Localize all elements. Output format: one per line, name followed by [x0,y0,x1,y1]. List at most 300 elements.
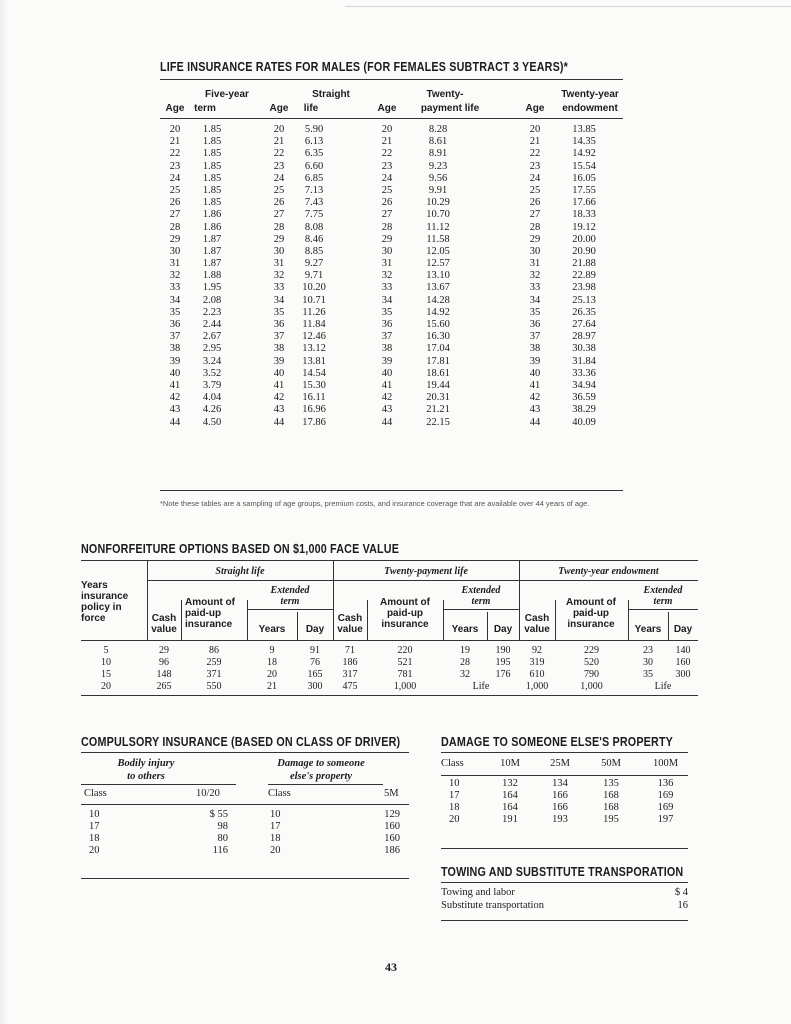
straight-life-rate-cell: 9.71 [304,270,324,282]
life-table-title: LIFE INSURANCE RATES FOR MALES (FOR FEMALES SUBTRACT 3 YEARS)* [160,60,569,74]
life-col-age-2 [266,124,292,429]
twenty-payment-rate-cell: 17.04 [426,343,450,355]
nf-group-endowment: Twenty-year endowment [558,566,659,577]
age-cell: 23 [381,160,393,172]
nf-s-ext-h2: term [280,596,300,607]
life-col-five-year [192,124,232,429]
nf-cell-years: 10 [101,657,111,668]
endowment-rate-cell: 16.05 [572,172,596,184]
age-cell: 22 [381,148,393,160]
prop-header-cell: 100M [652,758,679,769]
age-cell: 40 [529,367,541,379]
age-cell: 38 [169,343,181,355]
straight-life-rate-cell: 7.75 [304,209,324,221]
nf-cell-t-life: Life [472,681,490,692]
comp-class2-cell: 10 [270,809,281,820]
nf-cell-s_yrs: 9 [269,645,275,656]
nf-e-cash-h1: Cash [524,613,550,624]
life-header-five-bottom: term [194,103,216,114]
twenty-payment-rate-cell: 11.12 [426,221,450,233]
straight-life-rate-cell: 8.08 [304,221,324,233]
twenty-payment-rate-cell: 21.21 [426,404,450,416]
prop-cell: 169 [657,790,674,801]
straight-life-rate-cell: 9.27 [304,258,324,270]
nf-head-rule [81,640,698,641]
age-cell: 38 [273,343,285,355]
comp-class-col [89,809,100,857]
comp-bodily-col [198,809,228,857]
age-cell: 37 [273,331,285,343]
age-cell: 24 [169,172,181,184]
endowment-rate-cell: 34.94 [572,379,596,391]
straight-life-rate-cell: 6.35 [304,148,324,160]
age-cell: 24 [381,172,393,184]
nf-t-cash-h1: Cash [337,613,363,624]
comp-damage-cell: 160 [384,821,400,832]
age-cell: 20 [273,124,285,135]
nf-t-cash-header [333,613,367,635]
five-year-rate-cell: 1.87 [202,245,222,257]
five-year-rate-cell: 2.08 [202,294,222,306]
age-cell: 22 [273,148,285,160]
five-year-rate-cell: 4.26 [202,404,222,416]
twenty-payment-rate-cell: 14.92 [426,306,450,318]
five-year-rate-cell: 1.86 [202,221,222,233]
nf-cell-s_day: 300 [307,681,323,692]
straight-life-rate-cell: 6.13 [304,136,324,148]
age-cell: 28 [381,221,393,233]
property-title: DAMAGE TO SOMEONE ELSE'S PROPERTY [441,735,674,749]
five-year-rate-cell: 1.95 [202,282,222,294]
five-year-rate-cell: 1.85 [202,148,222,160]
endowment-rate-cell: 28.97 [572,331,596,343]
nf-sep-s3 [297,612,298,640]
prop-cell: 197 [657,814,674,825]
comp-class2-cell: 18 [270,833,281,844]
nf-t-amt-h1: Amount of [380,597,430,608]
five-year-rate-cell: 1.85 [202,136,222,148]
straight-life-rate-cell: 10.20 [302,282,326,294]
life-header-five-top: Five-year [205,89,249,100]
endowment-rate-cell: 36.59 [572,392,596,404]
nf-cell-t_yrs: 28 [460,657,470,668]
nf-e-amt-h1: Amount of [566,597,616,608]
comp-bodily-cell: $ 55 [209,809,228,820]
age-cell: 29 [273,233,285,245]
age-cell: 31 [169,258,181,270]
nonforfeiture-title: NONFORFEITURE OPTIONS BASED ON $1,000 FACE VALUE [81,542,400,556]
comp-class-cell: 18 [89,833,100,844]
age-cell: 27 [529,209,541,221]
age-cell: 32 [169,270,181,282]
straight-life-rate-cell: 15.30 [302,379,326,391]
nf-cell-t_amt: 521 [397,657,413,668]
nf-s-cash-header [147,613,181,635]
age-cell: 43 [169,404,181,416]
life-table-bottom-rule [160,490,623,491]
comp-bodily-h2: to others [127,771,165,782]
nf-cell-e_amt: 229 [584,645,599,656]
endowment-rate-cell: 38.29 [572,404,596,416]
life-table-top-rule [160,79,623,80]
endowment-rate-cell: 26.35 [572,306,596,318]
comp-col-class2: Class [268,788,291,799]
comp-head-rule [81,804,409,805]
age-cell: 25 [169,184,181,196]
life-col-endowment [564,124,604,429]
age-cell: 36 [529,319,541,330]
nf-sep-t3 [487,612,488,640]
age-cell: 24 [529,172,541,184]
straight-life-rate-cell: 11.26 [302,306,326,318]
nf-cell-s_day: 91 [310,645,320,656]
nf-e-years-label: Years [634,624,662,635]
prop-header-cell: Class [441,758,464,769]
age-cell: 23 [169,160,181,172]
endowment-rate-cell: 33.36 [572,367,596,379]
straight-life-rate-cell: 6.85 [304,172,324,184]
nf-years-h4: force [81,613,106,624]
twenty-payment-rate-cell: 12.57 [426,258,450,270]
nf-cell-e_day: 140 [675,645,691,656]
endowment-rate-cell: 22.89 [572,270,596,282]
five-year-rate-cell: 1.85 [202,172,222,184]
age-cell: 37 [169,331,181,343]
prop-cell: 136 [657,778,674,789]
nf-s-amt-h1: Amount of [185,597,235,608]
life-col-age-4 [522,124,548,429]
age-cell: 26 [169,197,181,209]
age-cell: 39 [169,355,181,367]
five-year-rate-cell: 3.79 [202,379,222,391]
age-cell: 30 [169,245,181,257]
twenty-payment-rate-cell: 13.67 [426,282,450,294]
nf-t-cash-h2: value [337,624,363,635]
nf-cell-years: 20 [101,681,111,692]
twenty-payment-rate-cell: 10.29 [426,197,450,209]
age-cell: 36 [273,319,285,330]
straight-life-rate-cell: 7.43 [304,197,324,209]
age-cell: 25 [381,184,393,196]
age-cell: 32 [529,270,541,282]
nf-e-amt-h3: insurance [567,619,615,630]
age-cell: 31 [529,258,541,270]
age-cell: 37 [381,331,393,343]
age-cell: 34 [381,294,393,306]
nf-cell-t_cash: 475 [342,681,358,692]
twenty-payment-rate-cell: 15.60 [426,319,450,330]
age-cell: 39 [381,355,393,367]
straight-life-rate-cell: 12.46 [302,331,326,343]
nf-cell-t_day: 195 [495,657,511,668]
nf-bottom-rule [81,695,698,696]
towing-label: Substitute transportation [441,900,544,911]
nf-t-ext-h2: term [471,596,491,607]
comp-class-cell: 17 [89,821,100,832]
age-cell: 27 [273,209,285,221]
straight-life-rate-cell: 13.81 [302,355,326,367]
prop-cell: 166 [552,790,568,801]
nf-s-extended-header [247,585,333,607]
age-cell: 21 [273,136,285,148]
nf-cell-e_amt: 520 [584,657,599,668]
towing-value: $ 4 [674,887,688,898]
life-header-age2: Age [269,103,289,114]
age-cell: 34 [273,294,285,306]
nf-cell-t_yrs: 19 [460,645,470,656]
prop-header-cell: 25M [550,758,570,769]
nf-years-h3: policy in [81,602,122,613]
endowment-rate-cell: 25.13 [572,294,596,306]
nf-t-years-label: Years [451,624,479,635]
comp-bodily-cell: 116 [212,845,228,856]
age-cell: 21 [169,136,181,148]
compulsory-title: COMPULSORY INSURANCE (BASED ON CLASS OF DRIVER) [81,735,401,749]
straight-life-rate-cell: 8.85 [304,245,324,257]
nf-cell-s_amt: 259 [206,657,222,668]
age-cell: 36 [169,319,181,330]
life-header-twentypay-bottom: payment life [420,103,480,114]
comp-damage-cell: 160 [384,833,400,844]
endowment-rate-cell: 15.54 [572,160,596,172]
comp-col-1020: 10/20 [196,788,220,799]
prop-bottom-rule [441,848,688,849]
age-cell: 40 [169,367,181,379]
age-cell: 29 [169,233,181,245]
nf-s-ext-rule [247,609,333,610]
nf-cell-e_day: 160 [675,657,691,668]
age-cell: 43 [381,404,393,416]
endowment-rate-cell: 14.92 [572,148,596,160]
comp-col-5m: 5M [384,788,399,799]
nf-s-day-label: Day [305,624,325,635]
straight-life-rate-cell: 17.86 [302,416,326,428]
nf-cell-e_yrs: 35 [643,669,653,680]
nf-cell-e_yrs: 30 [643,657,653,668]
nf-years-h1: Years [81,580,108,591]
life-col-twenty-payment [418,124,458,429]
age-cell: 39 [273,355,285,367]
towing-label: Towing and labor [441,887,515,898]
age-cell: 35 [273,306,285,318]
age-cell: 32 [381,270,393,282]
life-header-age3: Age [377,103,397,114]
prop-header-cell: 50M [601,758,621,769]
comp-bodily-h1: Bodily injury [117,758,175,769]
nf-cell-s_day: 165 [307,669,323,680]
twenty-payment-rate-cell: 9.23 [428,160,448,172]
nf-cell-s_cash: 29 [159,645,169,656]
scan-shadow [0,0,8,1024]
nf-cell-t_yrs: 32 [460,669,470,680]
five-year-rate-cell: 4.04 [202,392,222,404]
age-cell: 44 [529,416,541,428]
prop-cell: 168 [603,802,619,813]
age-cell: 34 [529,294,541,306]
five-year-rate-cell: 2.44 [202,319,222,330]
age-cell: 39 [529,355,541,367]
twenty-payment-rate-cell: 8.91 [428,148,448,160]
nf-cell-years: 15 [101,669,111,680]
nf-cell-s_amt: 550 [206,681,222,692]
twenty-payment-rate-cell: 8.28 [428,124,448,135]
endowment-rate-cell: 20.00 [572,233,596,245]
nf-cell-e_cash: 1,000 [525,681,549,692]
endowment-rate-cell: 17.66 [572,197,596,209]
age-cell: 35 [169,306,181,318]
age-cell: 26 [381,197,393,209]
endowment-rate-cell: 31.84 [572,355,596,367]
age-cell: 33 [169,282,181,294]
five-year-rate-cell: 1.87 [202,233,222,245]
prop-cell: 164 [502,790,518,801]
nf-e-cash-header [519,613,555,635]
five-year-rate-cell: 1.85 [202,184,222,196]
nf-sep-e1 [555,600,556,640]
nf-e-amt-h2: paid-up [572,608,610,619]
prop-cell: 193 [552,814,568,825]
nf-group-rule [147,580,698,581]
towing-top-rule [441,882,688,883]
nf-t-amt-h2: paid-up [386,608,424,619]
age-cell: 42 [381,392,393,404]
nf-sep-s1 [181,600,182,640]
towing-value: 16 [677,900,688,911]
nf-cell-e_cash: 319 [529,657,545,668]
straight-life-rate-cell: 10.71 [302,294,326,306]
nf-top-rule [81,560,698,561]
age-cell: 38 [529,343,541,355]
life-header-straight-bottom: life [303,103,319,114]
prop-cell: 191 [502,814,518,825]
endowment-rate-cell: 17.55 [572,184,596,196]
endowment-rate-cell: 19.12 [572,221,596,233]
nf-sep-t1 [367,600,368,640]
life-header-straight-top: Straight [312,89,350,100]
nf-e-ext-rule [628,609,698,610]
five-year-rate-cell: 2.67 [202,331,222,343]
nf-s-cash-h1: Cash [151,613,177,624]
life-col-age-1 [162,124,188,429]
prop-top-rule [441,752,688,753]
age-cell: 26 [273,197,285,209]
twenty-payment-rate-cell: 13.10 [426,270,450,282]
five-year-rate-cell: 3.52 [202,367,222,379]
age-cell: 43 [273,404,285,416]
comp-top-rule [81,752,409,753]
comp-damage-cell: 186 [384,845,400,856]
comp-damage-h1: Damage to someone [277,758,365,769]
prop-header-cell: 10M [500,758,520,769]
nf-t-extended-header [443,585,519,607]
age-cell: 42 [273,392,285,404]
comp-damage-cell: 129 [384,809,400,820]
age-cell: 25 [529,184,541,196]
endowment-rate-cell: 13.85 [572,124,596,135]
age-cell: 42 [529,392,541,404]
age-cell: 35 [381,306,393,318]
nf-sep-e2 [628,600,629,640]
endowment-rate-cell: 27.64 [572,319,596,330]
nf-cell-s_cash: 96 [159,657,169,668]
straight-life-rate-cell: 16.11 [302,392,326,404]
page-number: 43 [385,960,397,974]
endowment-rate-cell: 18.33 [572,209,596,221]
twenty-payment-rate-cell: 10.70 [426,209,450,221]
five-year-rate-cell: 2.23 [202,306,222,318]
nf-cell-t_cash: 71 [345,645,355,656]
age-cell: 30 [529,245,541,257]
age-cell: 28 [273,221,285,233]
age-cell: 25 [273,184,285,196]
nf-t-amt-h3: insurance [381,619,429,630]
nf-cell-s_amt: 86 [209,645,219,656]
age-cell: 21 [381,136,393,148]
nf-cell-t_day: 190 [495,645,511,656]
twenty-payment-rate-cell: 16.30 [426,331,450,343]
twenty-payment-rate-cell: 8.61 [428,136,448,148]
age-cell: 32 [273,270,285,282]
age-cell: 37 [529,331,541,343]
comp-damage-h2: else's property [289,771,353,782]
nf-cell-t_cash: 317 [342,669,358,680]
twenty-payment-rate-cell: 9.56 [428,172,448,184]
life-table-head-rule [160,118,623,119]
nf-cell-t_cash: 186 [342,657,358,668]
prop-cell: 134 [552,778,568,789]
age-cell: 31 [273,258,285,270]
nf-e-ext-h2: term [653,596,673,607]
endowment-rate-cell: 23.98 [572,282,596,294]
nf-s-amt-h3: insurance [185,619,233,630]
age-cell: 22 [169,148,181,160]
comp-damage-col [370,809,400,857]
comp-damage-rule [268,784,383,785]
nf-cell-e_yrs: 23 [643,645,653,656]
five-year-rate-cell: 1.85 [202,124,222,135]
prop-cell: 195 [603,814,619,825]
nf-e-cash-h2: value [524,624,550,635]
age-cell: 41 [169,379,181,391]
age-cell: 21 [529,136,541,148]
comp-damage-header [256,757,386,783]
comp-bottom-rule [81,878,409,879]
comp-bodily-cell: 98 [217,821,228,832]
age-cell: 26 [529,197,541,209]
nf-group-straight: Straight life [215,566,265,577]
age-cell: 35 [529,306,541,318]
nf-cell-t_day: 176 [495,669,511,680]
five-year-rate-cell: 3.24 [202,355,222,367]
age-cell: 31 [381,258,393,270]
nf-s-amt-h2: paid-up [185,608,222,619]
age-cell: 43 [529,404,541,416]
nf-s-cash-h2: value [151,624,177,635]
age-cell: 30 [381,245,393,257]
nf-cell-s_yrs: 21 [267,681,277,692]
nf-e-ext-h1: Extended [643,585,683,596]
life-header-age1: Age [165,103,185,114]
nf-t-amount-header [370,597,440,630]
age-cell: 38 [381,343,393,355]
five-year-rate-cell: 1.85 [202,160,222,172]
twenty-payment-rate-cell: 19.44 [426,379,450,391]
nf-e-extended-header [628,585,698,607]
age-cell: 20 [381,124,393,135]
life-header-twentypay-top: Twenty- [426,89,464,100]
scan-edge-line [345,6,791,7]
life-col-age-3 [374,124,400,429]
